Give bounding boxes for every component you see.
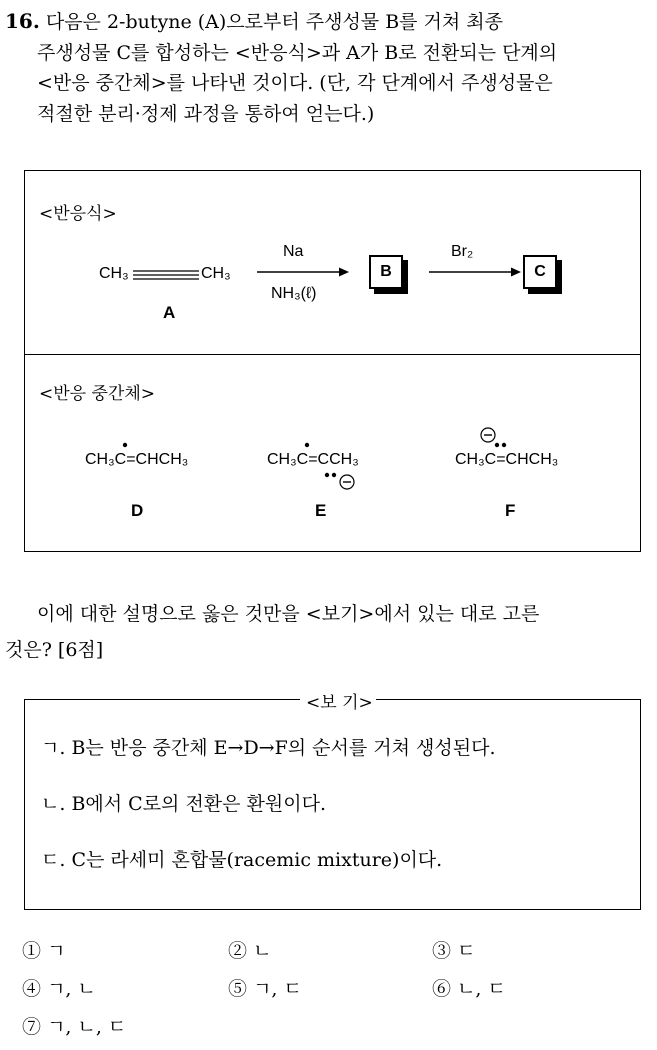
- bogi-title: <보 기>: [306, 693, 373, 713]
- statement-text: C는 라세미 혼합물(racemic mixture)이다.: [71, 849, 443, 871]
- statement-text: B는 반응 중간체 E→D→F의 순서를 거쳐 생성된다.: [71, 737, 496, 759]
- question-line-4: 적절한 분리·정제 과정을 통하여 얻는다.): [37, 102, 375, 125]
- intermediate-e-label: E: [315, 501, 327, 520]
- reagent-br2: Br₂: [451, 243, 474, 260]
- triple-bond-icon: [133, 267, 199, 283]
- reaction-scheme-box: [24, 170, 641, 552]
- reaction-arrow-2-icon: [429, 266, 521, 278]
- question-line-2: 주생성물 C를 합성하는 <반응식>과 A가 B로 전환되는 단계의: [37, 41, 558, 64]
- reagent-nh3: NH₃(ℓ): [271, 285, 317, 302]
- choice-3[interactable]: ③ ㄷ: [432, 940, 476, 962]
- question-stem: [5, 6, 650, 129]
- choice-2[interactable]: ② ㄴ: [228, 940, 272, 962]
- choice-5[interactable]: ⑤ ㄱ, ㄷ: [228, 978, 302, 1000]
- choice-6[interactable]: ⑥ ㄴ, ㄷ: [432, 978, 506, 1000]
- statement-mark: ㄱ.: [41, 737, 66, 759]
- radical-dot-icon: [121, 441, 129, 449]
- statement-text: B에서 C로의 전환은 환원이다.: [71, 793, 327, 815]
- intermediate-e-formula: CH₃C=CCH₃: [267, 451, 359, 468]
- statement-2: [41, 789, 326, 816]
- intermediate-d-formula: CH₃C=CHCH₃: [85, 451, 189, 468]
- intermediate-f-label: F: [505, 501, 516, 520]
- reactant-label-a: A: [163, 303, 176, 322]
- product-c-box: C: [523, 255, 557, 289]
- reaction-label: <반응식>: [39, 204, 117, 224]
- prompt-line-1: 이에 대한 설명으로 옳은 것만을 <보기>에서 있는 대로 고른: [37, 603, 540, 625]
- intermediate-f-formula: CH₃C=CHCH₃: [455, 451, 559, 468]
- intermediate-d-label: D: [131, 501, 144, 520]
- statement-mark: ㄷ.: [41, 849, 66, 871]
- bogi-box: [24, 699, 641, 910]
- reactant-right-methyl: CH₃: [201, 265, 231, 282]
- intermediates-label: <반응 중간체>: [39, 384, 156, 404]
- choice-7[interactable]: ⑦ ㄱ, ㄴ, ㄷ: [22, 1016, 127, 1038]
- choice-4[interactable]: ④ ㄱ, ㄴ: [22, 978, 96, 1000]
- statement-mark: ㄴ.: [41, 793, 66, 815]
- choice-1[interactable]: ① ㄱ: [22, 940, 66, 962]
- product-b-box: B: [369, 255, 403, 289]
- scheme-divider: [25, 354, 640, 355]
- question-line-1: [5, 6, 650, 38]
- negative-charge-lone-pair-icon: [479, 427, 509, 451]
- reactant-left-methyl: CH₃: [99, 265, 129, 282]
- statement-3: [41, 845, 442, 872]
- question-line-3: <반응 중간체>를 나타낸 것이다. (단, 각 단계에서 주생성물은: [37, 72, 553, 94]
- question-text-1: 다음은 2-butyne (A)으로부터 주생성물 B를 거쳐 최종: [45, 11, 504, 33]
- question-prompt: [5, 596, 650, 668]
- reaction-arrow-1-icon: [257, 266, 349, 278]
- question-number: 16.: [5, 9, 40, 33]
- reagent-na: Na: [283, 243, 304, 260]
- prompt-line-2: 것은? [6점]: [5, 639, 104, 661]
- radical-dot-icon: [303, 441, 311, 449]
- lone-pair-negative-charge-icon: [323, 469, 359, 491]
- statement-1: [41, 733, 495, 760]
